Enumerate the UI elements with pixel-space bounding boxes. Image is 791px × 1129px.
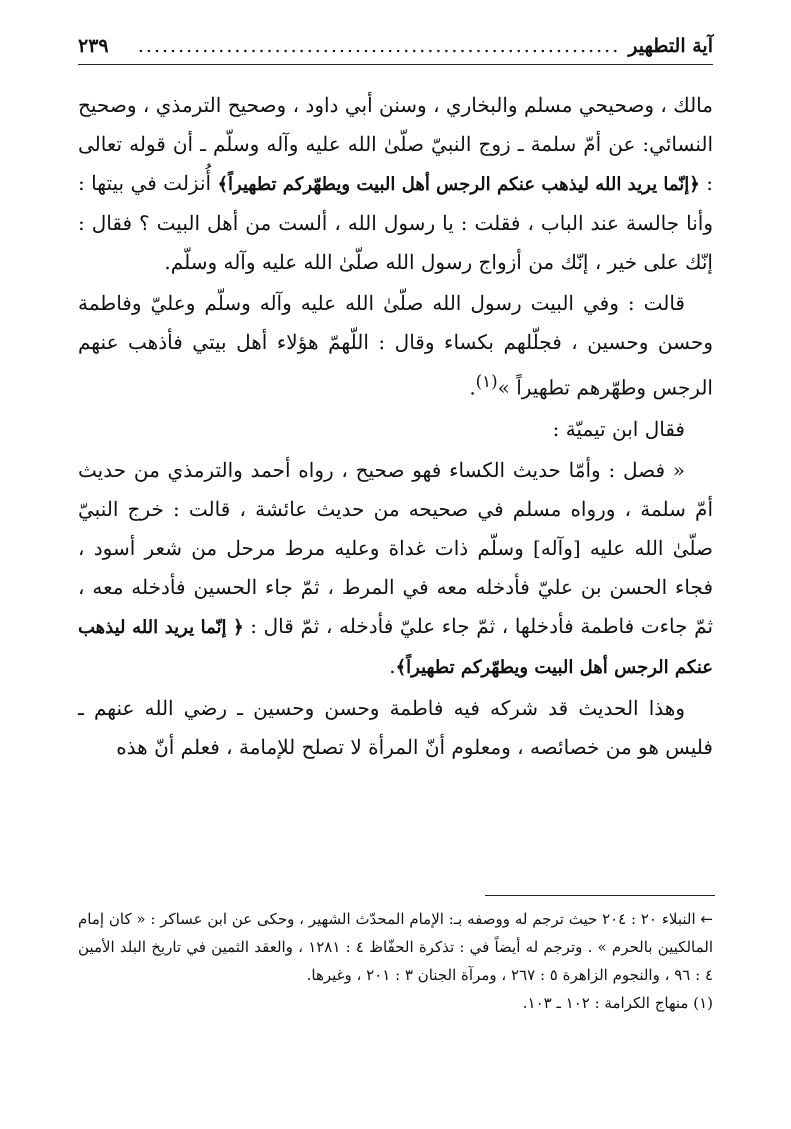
- text-line: تعالى :: [78, 132, 714, 195]
- header-divider: [78, 64, 713, 65]
- text-line: الرجس وطهّرهم تطهيراً »: [497, 375, 713, 400]
- footnote-line: المالكيين بالحرم » . وترجم له أيضاً في : تذكرة الحفّاظ ٤ : ١٢٨١ ، والعقد الثمين في تاريخ البلد: [119, 938, 714, 956]
- text-line: فليس هو من خصائصه ، ومعلوم أنّ المرأة لا تصلح للإمامة ، فعلم أنّ هذه: [116, 734, 713, 759]
- text-line: صلّىٰ الله عليه [وآله] وسلّم ذات غداة وعليه مرط مرحل من شعر أسود ، فجاء: [78, 535, 713, 599]
- paragraph-3: [78, 410, 713, 449]
- text-line: فاطمة فأدخلها ، ثمّ جاء عليّ فأدخله ، ثمّ قال :: [250, 613, 635, 638]
- text-line: الحسن بن عليّ فأدخله معه في المرط ، ثمّ جاء الحسين فأدخله معه ، ثمّ جاءت: [78, 574, 714, 638]
- quran-verse: ﴿ إنّما يريد الله ليذهب عنكم الرجس: [78, 616, 713, 678]
- quran-verse: ﴿إنّما يريد الله ليذهب عنكم الرجس أهل البيت ويطهّركم تطهيراً﴾: [217, 174, 700, 195]
- paragraph-1: [78, 86, 713, 282]
- text-line: وصحيح النسائي: عن أمّ سلمة ـ زوج النبيّ صلّىٰ الله عليه وآله وسلّم ـ أن قوله: [78, 93, 714, 156]
- text-line: مالك ، وصحيحي مسلم والبخاري ، وسنن أبي داود ، وصحيح الترمذي ،: [142, 93, 713, 117]
- footnote-1: (١) منهاج الكرامة : ١٠٢ ـ ١٠٣.: [522, 994, 713, 1012]
- text-line: وهذا الحديث قد شركه فيه فاطمة وحسن وحسين ـ رضي الله عنهم ـ: [78, 695, 685, 720]
- header-leader-dots: ............................................................: [137, 35, 621, 57]
- text-line: وحسن وحسين ، فجلّلهم بكساء وقال : اللّهمّ هؤلاء أهل بيتي فأذهب عنهم: [78, 330, 713, 354]
- quran-verse: أهل البيت ويطهّركم تطهيراً﴾: [395, 656, 608, 678]
- paragraph-2: قالت : وفي البيت رسول الله صلّىٰ الله عليه وآله وسلّم وعليّ وفاطمة وحسن وحسين ، فجلّلهم بكساء وقال : اللّهمّ هؤلاء أهل بيتي فأذهب عنهم الرجس وطهّرهم تطهيراً »$^{(١)}$.: [78, 291, 713, 400]
- text-line: أُنزلت في: [130, 171, 212, 195]
- text-line: حديث أمّ سلمة ، ورواه مسلم في صحيحه من حديث عائشة ، قالت : خرج النبيّ: [78, 457, 713, 521]
- text-line: .: [389, 653, 396, 678]
- text-line: بيتها : وأنا جالسة عند الباب ، فقلت : يا رسول الله ، ألست من أهل البيت ؟ فقال :: [78, 171, 713, 235]
- header-title: آية التطهير: [628, 35, 713, 57]
- footnote-ref: (١): [475, 372, 498, 391]
- text-line: قالت : وفي البيت رسول الله صلّىٰ الله عليه وآله وسلّم وعليّ وفاطمة: [78, 291, 685, 315]
- text-line: « فصل : وأمّا حديث الكساء فهو صحيح ، رواه أحمد والترمذي من: [133, 457, 686, 482]
- footnote-continuation: [78, 905, 713, 989]
- text-line: فقال ابن تيميّة :: [552, 416, 685, 441]
- running-header: [78, 30, 713, 62]
- page-number: ٢٣٩: [78, 35, 109, 57]
- paragraph-5: [78, 689, 713, 767]
- main-text: [78, 86, 713, 767]
- text-line: إنّك على خير ، إنّك من أزواج رسول الله صلّىٰ الله عليه وآله وسلّم.: [164, 250, 713, 274]
- paragraph-4: [78, 451, 713, 687]
- footnote-divider: [485, 895, 715, 896]
- footnote-line: الأمين ٤ : ٩٦ ، والنجوم الزاهرة ٥ : ٢٦٧ ، ومرآة الجنان ٣ : ٢٠١ ، وغيرها.: [78, 938, 713, 984]
- footnote-line: النبلاء ٢٠ : ٢٠٤ حيث ترجم له ووصفه بـ: الإمام المحدّث الشهير ، وحكى عن ابن عساكر : « كان إمام: [78, 910, 696, 928]
- continuation-arrow-icon: ←: [700, 910, 713, 928]
- footnotes: [78, 905, 713, 1017]
